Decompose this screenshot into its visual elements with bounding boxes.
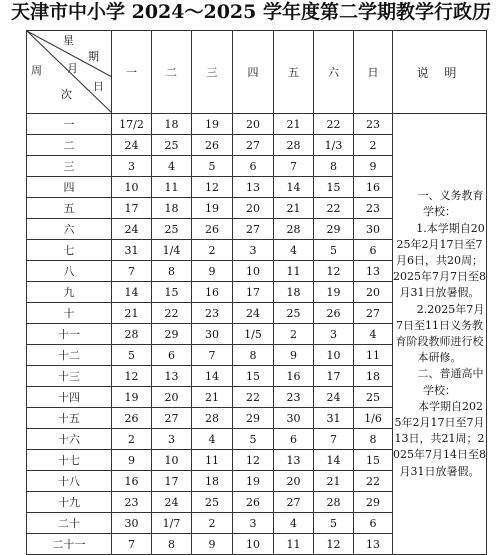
date-cell: 31 [314,408,354,429]
date-cell: 8 [152,534,192,555]
date-cell: 18 [274,282,314,303]
date-cell: 5 [314,513,354,534]
date-cell: 5 [192,156,233,177]
date-cell: 10 [314,345,354,366]
date-cell: 6 [152,345,192,366]
date-cell: 4 [274,513,314,534]
week-number-cell: 十五 [27,408,112,429]
week-number-cell: 十六 [27,429,112,450]
date-cell: 8 [314,156,354,177]
week-number-cell: 一 [27,114,112,135]
date-cell: 16 [274,366,314,387]
week-number-cell: 十九 [27,492,112,513]
date-cell: 25 [354,387,393,408]
date-cell: 19 [233,471,274,492]
corner-zhou: 周 [31,64,42,77]
date-cell: 2 [354,135,393,156]
corner-ri: 日 [93,80,104,93]
date-cell: 22 [233,387,274,408]
date-cell: 29 [152,324,192,345]
date-cell: 25 [274,303,314,324]
date-cell: 18 [152,114,192,135]
date-cell: 13 [233,177,274,198]
day-header-tue: 二 [152,31,192,114]
date-cell: 21 [274,198,314,219]
date-cell: 21 [274,114,314,135]
date-cell: 11 [274,261,314,282]
date-cell: 12 [314,534,354,555]
notes-header-label: 说 明 [416,65,463,80]
date-cell: 27 [233,219,274,240]
date-cell: 2 [192,240,233,261]
page-title: 天津市中小学 2024～2025 学年度第二学期教学行政历 [11,1,491,23]
date-cell: 2 [274,324,314,345]
date-cell: 24 [112,219,152,240]
date-cell: 3 [314,324,354,345]
date-cell: 15 [314,177,354,198]
date-cell: 29 [354,492,393,513]
date-cell: 5 [233,429,274,450]
date-cell: 26 [192,219,233,240]
date-cell: 10 [233,534,274,555]
date-cell: 13 [274,450,314,471]
date-cell: 10 [233,261,274,282]
date-cell: 20 [233,198,274,219]
date-cell: 3 [233,240,274,261]
date-cell: 22 [314,198,354,219]
date-cell: 14 [192,366,233,387]
note-paragraph: 一、义务教育学校： [417,189,484,219]
date-cell: 9 [192,261,233,282]
date-cell: 6 [274,429,314,450]
date-cell: 30 [192,324,233,345]
date-cell: 23 [354,114,393,135]
week-number-cell: 二 [27,135,112,156]
week-number-cell: 二十 [27,513,112,534]
calendar-table [26,30,487,555]
date-cell: 12 [233,450,274,471]
date-cell: 4 [152,156,192,177]
date-cell: 14 [112,282,152,303]
date-cell: 14 [314,450,354,471]
date-cell: 26 [192,135,233,156]
date-cell: 17 [112,198,152,219]
date-cell: 6 [354,240,393,261]
week-number-cell: 三 [27,156,112,177]
date-cell: 1/5 [233,324,274,345]
date-cell: 11 [192,450,233,471]
date-cell: 19 [112,387,152,408]
date-cell: 17 [314,366,354,387]
date-cell: 17/2 [112,114,152,135]
date-cell: 19 [192,198,233,219]
date-cell: 22 [314,114,354,135]
week-number-cell: 二十一 [27,534,112,555]
week-number-cell: 十三 [27,366,112,387]
date-cell: 12 [112,366,152,387]
corner-xing: 星 [63,34,74,47]
date-cell: 22 [354,471,393,492]
corner-ci: 次 [61,88,72,101]
week-number-cell: 十一 [27,324,112,345]
date-cell: 30 [354,219,393,240]
date-cell: 15 [354,450,393,471]
notes-cell [393,114,487,555]
date-cell: 25 [152,219,192,240]
week-number-cell: 六 [27,219,112,240]
date-cell: 30 [112,513,152,534]
week-number-cell: 十二 [27,345,112,366]
date-cell: 21 [112,303,152,324]
date-cell: 11 [354,345,393,366]
date-cell: 16 [354,177,393,198]
date-cell: 20 [233,114,274,135]
day-header-mon: 一 [112,31,152,114]
date-cell: 26 [233,492,274,513]
date-cell: 10 [112,177,152,198]
day-header-fri: 五 [274,31,314,114]
date-cell: 18 [192,471,233,492]
date-cell: 17 [233,282,274,303]
date-cell: 1/4 [152,240,192,261]
note-paragraph: 1.本学期自2025年2月17日至7月6日，共20周；2025年7月7日至8月31日放暑假。 [393,221,486,300]
week-number-cell: 七 [27,240,112,261]
corner-qi: 期 [88,50,99,63]
date-cell: 5 [314,240,354,261]
date-cell: 6 [354,513,393,534]
date-cell: 31 [112,240,152,261]
date-cell: 26 [112,408,152,429]
date-cell: 20 [354,282,393,303]
date-cell: 23 [274,387,314,408]
notes-header [393,31,487,114]
date-cell: 15 [152,282,192,303]
date-cell: 11 [152,177,192,198]
date-cell: 30 [274,408,314,429]
date-cell: 28 [274,135,314,156]
date-cell: 3 [112,156,152,177]
date-cell: 27 [233,135,274,156]
date-cell: 23 [354,198,393,219]
date-cell: 3 [233,513,274,534]
date-cell: 1/6 [354,408,393,429]
date-cell: 18 [152,198,192,219]
date-cell: 6 [233,156,274,177]
date-cell: 13 [354,261,393,282]
date-cell: 3 [152,429,192,450]
date-cell: 13 [354,534,393,555]
date-cell: 10 [152,450,192,471]
date-cell: 20 [152,387,192,408]
day-header-sat: 六 [314,31,354,114]
date-cell: 25 [152,135,192,156]
note-paragraph: 二、普通高中学校： [417,367,484,397]
date-cell: 12 [314,261,354,282]
date-cell: 13 [152,366,192,387]
week-number-cell: 十四 [27,387,112,408]
date-cell: 22 [152,303,192,324]
date-cell: 23 [112,492,152,513]
date-cell: 15 [233,366,274,387]
date-cell: 4 [274,240,314,261]
date-cell: 28 [314,492,354,513]
date-cell: 7 [274,156,314,177]
date-cell: 16 [112,471,152,492]
header-row [27,31,487,114]
date-cell: 16 [192,282,233,303]
week-number-cell: 四 [27,177,112,198]
date-cell: 23 [192,303,233,324]
date-cell: 9 [112,450,152,471]
date-cell: 8 [354,429,393,450]
day-header-sun: 日 [354,31,393,114]
date-cell: 7 [112,534,152,555]
date-cell: 7 [192,345,233,366]
date-cell: 25 [192,492,233,513]
date-cell: 8 [152,261,192,282]
date-cell: 9 [274,345,314,366]
date-cell: 2 [192,513,233,534]
date-cell: 4 [192,429,233,450]
date-cell: 4 [354,324,393,345]
date-cell: 1/3 [314,135,354,156]
week-number-cell: 十 [27,303,112,324]
date-cell: 20 [274,471,314,492]
date-cell: 27 [274,492,314,513]
day-header-thu: 四 [233,31,274,114]
corner-header-cell [27,31,112,114]
week-number-cell: 十八 [27,471,112,492]
date-cell: 29 [314,219,354,240]
date-cell: 1/7 [152,513,192,534]
corner-yue: 月 [67,62,78,75]
date-cell: 14 [274,177,314,198]
date-cell: 28 [112,324,152,345]
date-cell: 19 [314,282,354,303]
week-number-cell: 十七 [27,450,112,471]
date-cell: 18 [354,366,393,387]
date-cell: 5 [112,345,152,366]
week-number-cell: 八 [27,261,112,282]
date-cell: 11 [274,534,314,555]
date-cell: 8 [233,345,274,366]
date-cell: 28 [274,219,314,240]
date-cell: 17 [152,471,192,492]
date-cell: 21 [314,471,354,492]
date-cell: 29 [233,408,274,429]
date-cell: 21 [192,387,233,408]
date-cell: 9 [354,156,393,177]
day-header-wed: 三 [192,31,233,114]
date-cell: 27 [354,303,393,324]
note-paragraph: 本学期自2025年2月17日至7月13日，共21周；2025年7月14日至8月31日放暑假。 [393,399,486,478]
date-cell: 26 [314,303,354,324]
date-cell: 12 [192,177,233,198]
date-cell: 24 [233,303,274,324]
date-cell: 24 [314,387,354,408]
date-cell: 7 [314,429,354,450]
week-number-cell: 九 [27,282,112,303]
date-cell: 7 [112,261,152,282]
date-cell: 24 [112,135,152,156]
week-row [27,114,487,135]
note-paragraph: 2.2025年7月7日至11日义务教育阶段教师进行校本研修。 [395,302,485,365]
date-cell: 9 [192,534,233,555]
date-cell: 24 [152,492,192,513]
date-cell: 2 [112,429,152,450]
date-cell: 19 [192,114,233,135]
calendar-body [27,114,487,555]
week-number-cell: 五 [27,198,112,219]
date-cell: 28 [192,408,233,429]
date-cell: 27 [152,408,192,429]
